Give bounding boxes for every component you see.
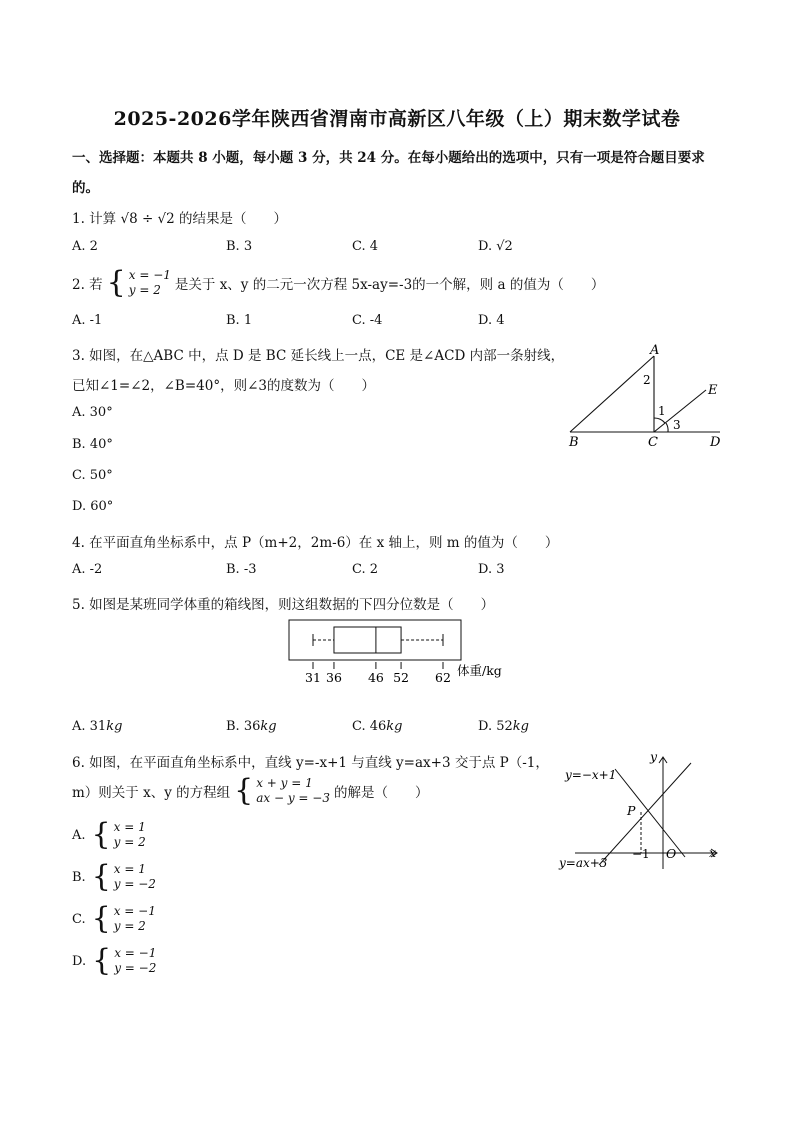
question-5-option-a: A. 31kg [72, 719, 123, 734]
question-6-option-d: D. { x = −1 y = −2 [72, 943, 157, 978]
question-6-stem-line2 [72, 773, 429, 808]
label-a: A [650, 343, 660, 358]
question-4-stem: 4. 在平面直角坐标系中，点 P（m+2，2m-6）在 x 轴上，则 m 的值为（ ） [72, 535, 559, 551]
question-2-option-d: D. 4 [478, 313, 505, 328]
question-5-option-c: C. 46kg [352, 719, 403, 734]
question-6-option-c: C. { x = −1 y = 2 [72, 901, 156, 936]
question-1-option-c: C. 4 [352, 239, 379, 254]
question-6-eq1: x + y = 1 [256, 776, 313, 790]
question-1-stem: 1. 计算 √8 ÷ √2 的结果是（ ） [72, 211, 288, 227]
question-2-system: { x = −1 y = 2 [106, 265, 171, 300]
angle-3-arc [666, 423, 668, 432]
question-6-eq2: ax − y = −3 [256, 791, 330, 805]
boxplot-figure [285, 614, 525, 690]
label-angle-2: 2 [643, 373, 651, 387]
question-2-option-a: A. -1 [72, 313, 103, 328]
page-title: 2025-2026学年陕西省渭南市高新区八年级（上）期末数学试卷 [113, 108, 681, 130]
triangle-figure [560, 340, 740, 455]
question-6-suffix: 的解是（ ） [333, 785, 429, 801]
coordinate-figure [555, 745, 735, 875]
label-angle-3: 3 [673, 418, 681, 432]
question-5-stem: 5. 如图是某班同学体重的箱线图，则这组数据的下四分位数是（ ） [72, 597, 495, 613]
label-d: D [710, 435, 721, 450]
boxplot-tick-label: 36 [326, 670, 342, 685]
line-ab [570, 356, 654, 432]
boxplot-tick-label: 62 [435, 670, 451, 685]
question-2-option-c: C. -4 [352, 313, 383, 328]
question-6-option-a: A. { x = 1 y = 2 [72, 817, 146, 852]
label-c: C [648, 435, 658, 450]
angle-1-arc [654, 418, 665, 423]
boxplot-box [334, 627, 401, 653]
section-heading-line1: 一、选择题：本题共 8 小题，每小题 3 分，共 24 分。在每小题给出的选项中，只有一项是符合题目要求 [72, 150, 705, 166]
question-4-option-c: C. 2 [352, 562, 379, 577]
boxplot-axis-label: 体重/kg [457, 663, 502, 678]
question-3-option-d: D. 60° [72, 499, 114, 514]
question-2-prefix: 2. 若 [72, 277, 103, 293]
section-heading-line2: 的。 [72, 180, 99, 196]
boxplot-tick-label: 52 [393, 670, 410, 685]
question-1-option-a: A. 2 [72, 239, 98, 254]
label-b: B [569, 435, 579, 450]
boxplot-tick-label: 46 [367, 670, 384, 685]
label-line1: y=−x+1 [565, 768, 617, 782]
question-4-option-a: A. -2 [72, 562, 103, 577]
question-2-stem [72, 265, 605, 300]
label-angle-1: 1 [658, 404, 666, 418]
question-2-eq1: x = −1 [128, 268, 171, 282]
question-2-option-b: B. 1 [226, 313, 253, 328]
question-2-suffix: 是关于 x、y 的二元一次方程 5x-ay=-3的一个解，则 a 的值为（ ） [174, 277, 605, 293]
question-1-option-d: D. √2 [478, 239, 513, 254]
question-6-system: { x + y = 1 ax − y = −3 [234, 773, 330, 808]
question-6-stem-line1: 6. 如图，在平面直角坐标系中，直线 y=-x+1 与直线 y=ax+3 交于点 P（-1， [72, 755, 549, 771]
question-3-option-c: C. 50° [72, 468, 113, 483]
question-1-option-b: B. 3 [226, 239, 253, 254]
question-2-eq2: y = 2 [128, 283, 161, 297]
question-5-option-d: D. 52kg [478, 719, 529, 734]
label-neg1: −1 [632, 847, 650, 861]
label-e: E [708, 383, 718, 398]
question-4-option-d: D. 3 [478, 562, 505, 577]
question-3-option-b: B. 40° [72, 437, 113, 452]
line-neg-x-plus-1 [615, 769, 685, 857]
question-3-stem-line1: 3. 如图，在△ABC 中，点 D 是 BC 延长线上一点，CE 是∠ACD 内部一条射线， [72, 348, 565, 364]
label-p: P [627, 803, 636, 818]
label-line2: y=ax+3 [559, 856, 608, 870]
label-origin: O [666, 846, 677, 861]
question-5-option-b: B. 36kg [226, 719, 277, 734]
question-3-option-a: A. 30° [72, 405, 113, 420]
question-6-prefix: m）则关于 x、y 的方程组 [72, 785, 231, 801]
label-x-axis: x [709, 845, 717, 860]
label-y-axis: y [650, 749, 658, 764]
boxplot-tick-label: 31 [305, 670, 321, 685]
question-4-option-b: B. -3 [226, 562, 257, 577]
question-6-option-b: B. { x = 1 y = −2 [72, 859, 156, 894]
question-3-stem-line2: 已知∠1=∠2，∠B=40°，则∠3的度数为（ ） [72, 378, 375, 394]
